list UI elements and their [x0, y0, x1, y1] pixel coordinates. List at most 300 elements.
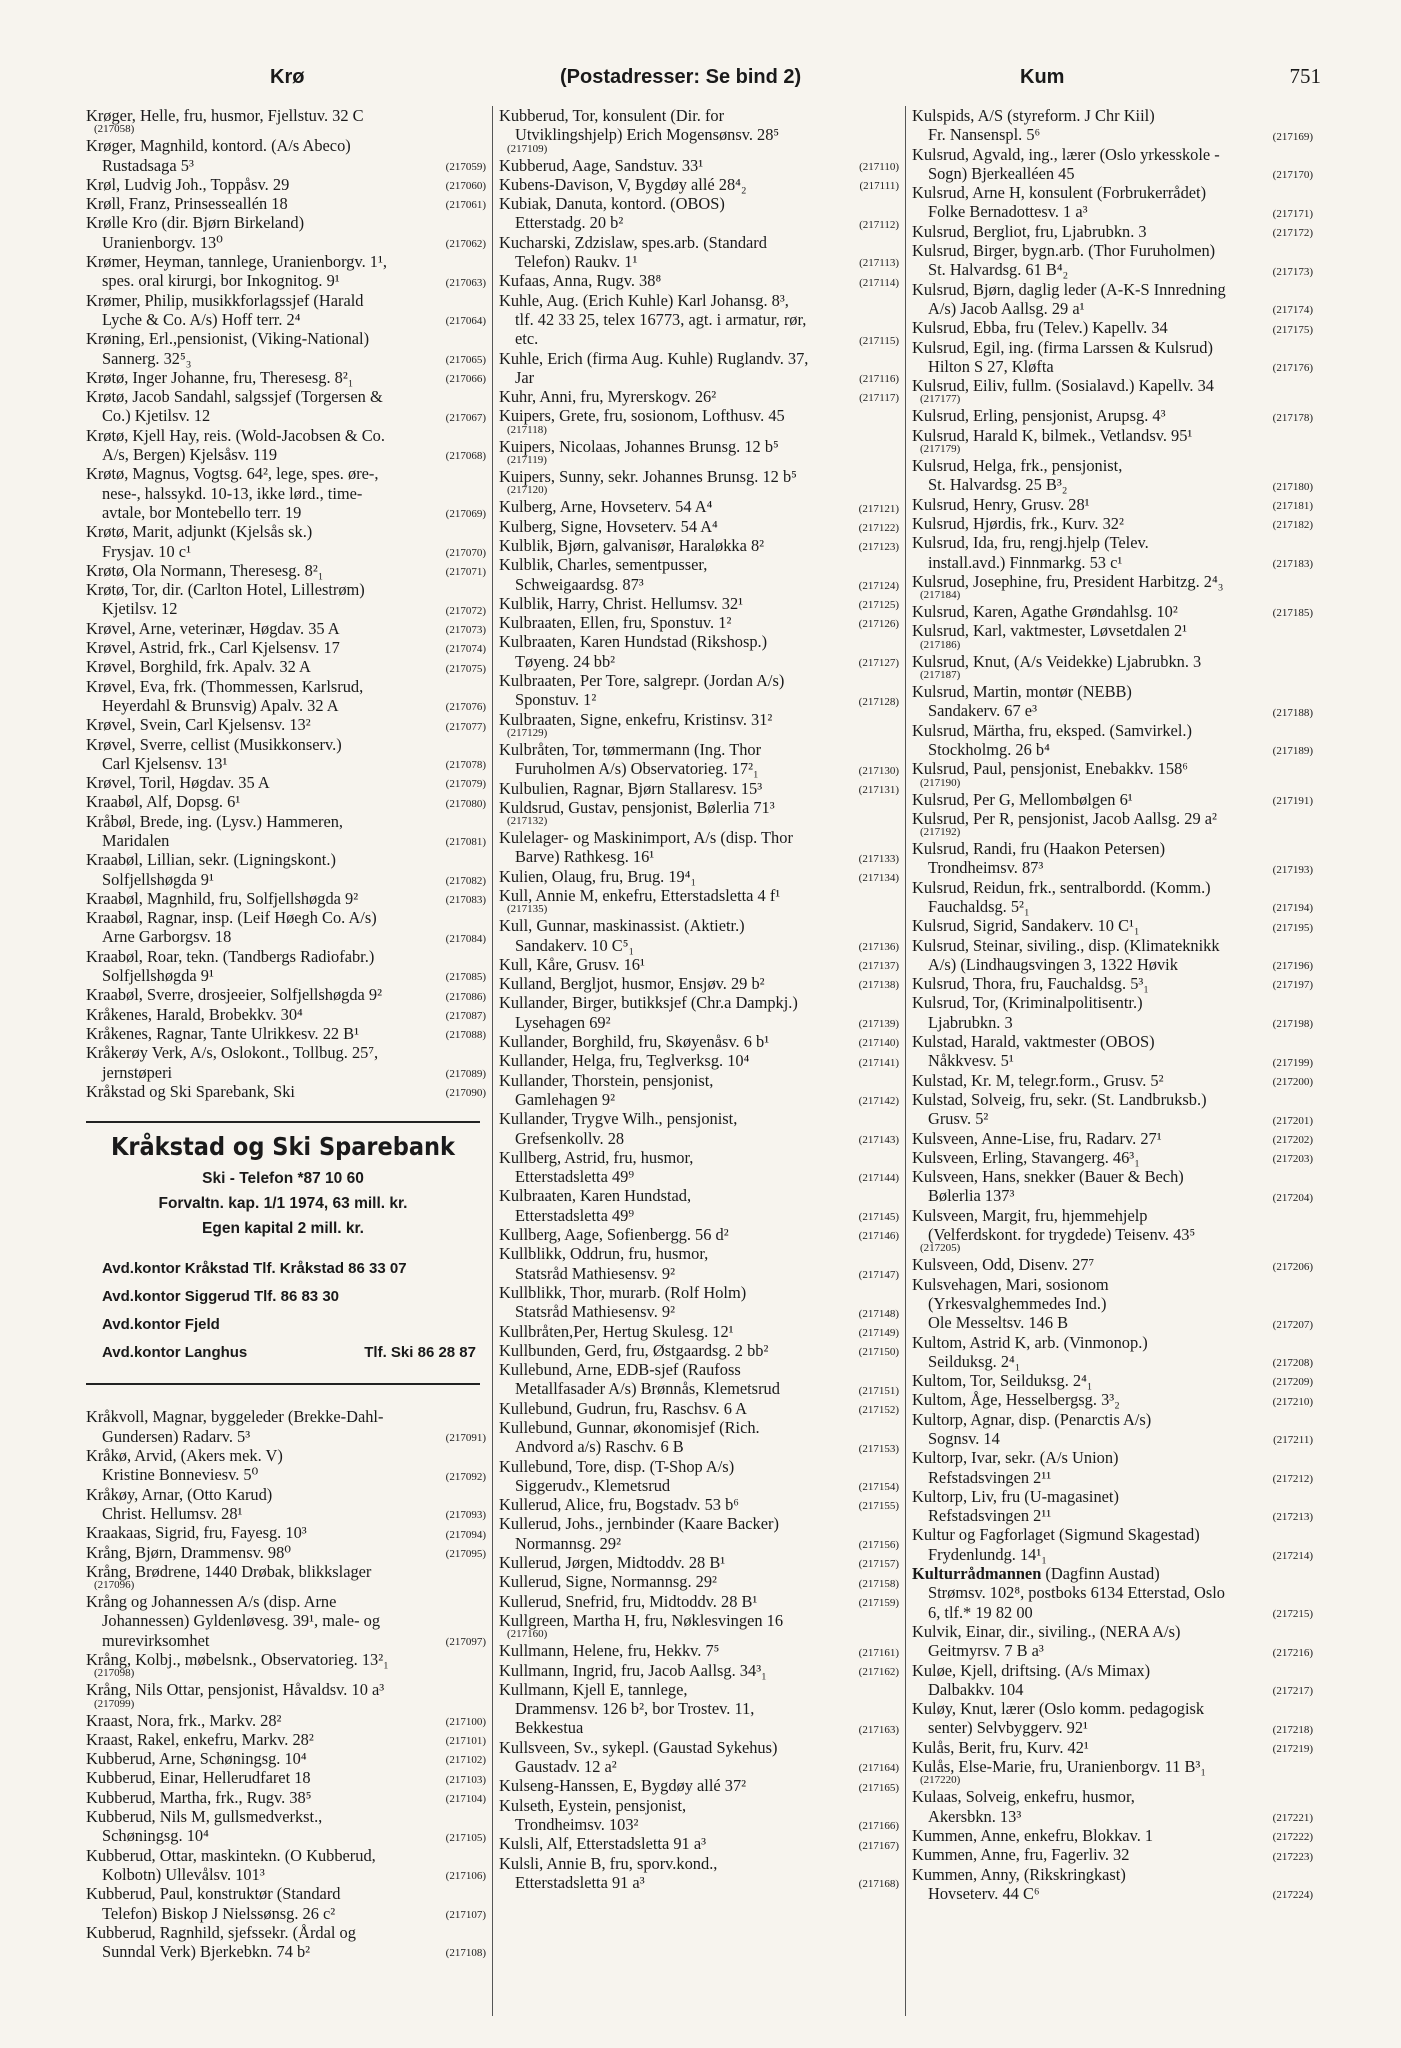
entry-code: (217104): [445, 1793, 486, 1806]
entry-code: (217203): [1272, 1153, 1313, 1166]
entry-code: (217095): [445, 1547, 486, 1560]
directory-entry: [499, 1186, 899, 1225]
entry-line: Kulsrud, Martin, montør (NEBB): [912, 682, 1132, 702]
entry-line: Krång, Nils Ottar, pensjonist, Håvaldsv. 10 a³: [86, 1680, 385, 1700]
ad-branch-row: [90, 1283, 476, 1311]
entry-line: Frysjav. 10 c¹: [102, 541, 191, 561]
entry-code: (217079): [445, 778, 486, 791]
entry-line: Kufaas, Anna, Rugv. 38⁸: [499, 271, 662, 291]
directory-entry: [86, 1650, 486, 1680]
entry-code: (217096): [94, 1579, 135, 1592]
entry-code: (217166): [858, 1820, 899, 1833]
directory-entry: [86, 1407, 486, 1446]
directory-entry: [499, 1148, 899, 1187]
entry-code: (217113): [859, 257, 899, 270]
page-number: 751: [1289, 64, 1321, 88]
header-note: (Postadresser: Se bind 2): [560, 66, 802, 88]
entry-code: (217168): [858, 1878, 899, 1891]
entry-line: Kulelager- og Maskinimport, A/s (disp. Thor: [499, 828, 793, 848]
directory-entry: [499, 1854, 899, 1893]
entry-line: Uranienborgv. 13⁰: [102, 232, 223, 252]
entry-line: Sannerg. 32⁵₃: [102, 348, 192, 368]
entry-line: Seilduksg. 2⁴₁: [928, 1351, 1021, 1371]
entry-line: A/s) (Lindhaugsvingen 3, 1322 Høvik: [928, 954, 1178, 974]
entry-line: Kulsrud, Tor, (Kriminalpolitisentr.): [912, 993, 1143, 1013]
entry-code: (217172): [1272, 227, 1313, 240]
directory-entry: [499, 1738, 899, 1777]
entry-line: Grusv. 5²: [928, 1109, 989, 1129]
entry-line: Kummen, Anne, fru, Fagerliv. 32: [912, 1845, 1130, 1865]
entry-line: Maridalen: [102, 830, 170, 850]
directory-entry: [912, 514, 1313, 533]
directory-entry: [912, 993, 1313, 1032]
entry-line: Sandakerv. 10 C⁵₁: [515, 935, 635, 955]
entry-line: Trondheimsv. 87³: [928, 858, 1044, 878]
entry-line: Tøyeng. 24 bb²: [515, 651, 616, 671]
directory-entry: [86, 1846, 486, 1885]
entry-code: (217198): [1272, 1018, 1313, 1031]
entry-line: Furuholmen A/s) Observatorieg. 17²₁: [515, 759, 759, 779]
entry-line: Siggerudv., Klemetsrud: [515, 1475, 671, 1495]
entry-line: Refstadsvingen 2¹¹: [928, 1467, 1052, 1487]
directory-entry: [86, 677, 486, 716]
entry-code: (217216): [1272, 1646, 1313, 1659]
entry-line: senter) Selvbyggerv. 92¹: [928, 1718, 1088, 1738]
entry-line: Kulsrud, Per R, pensjonist, Jacob Aallsg. 29 a²: [912, 808, 1217, 828]
directory-entry: [912, 682, 1313, 721]
directory-entry: [499, 1244, 899, 1283]
entry-line: Kuhr, Anni, fru, Myrerskogv. 26²: [499, 387, 717, 407]
entry-line: Gamlehagen 9²: [515, 1089, 616, 1109]
entry-code: (217141): [858, 1056, 899, 1069]
entry-line: Geitmyrsv. 7 B a³: [928, 1641, 1044, 1661]
directory-entry: [912, 1448, 1313, 1487]
directory-entry: [499, 1109, 899, 1148]
entry-line: Gundersen) Radarv. 5³: [102, 1426, 251, 1446]
directory-entry: [912, 1410, 1313, 1449]
entry-line: Stockholmg. 26 b⁴: [928, 739, 1050, 759]
entry-code: (217097): [445, 1636, 486, 1648]
entry-line: Kultorp, Ivar, sekr. (A/s Union): [912, 1448, 1119, 1468]
directory-entry: [86, 792, 486, 811]
entry-code: (217086): [445, 990, 486, 1003]
directory-entry: [912, 1487, 1313, 1526]
entry-code: (217067): [445, 411, 486, 424]
directory-entry: [86, 426, 486, 465]
entry-code: (217171): [1272, 207, 1313, 220]
directory-entry: [86, 715, 486, 734]
entry-line: Kullebund, Arne, EDB-sjef (Raufoss: [499, 1360, 741, 1380]
entry-line: Kubiak, Danuta, kontord. (OBOS): [499, 194, 725, 214]
entry-code: (217129): [507, 726, 548, 739]
entry-line: Kuipers, Nicolaas, Johannes Brunsg. 12 b⁵: [499, 436, 779, 456]
ad-line: Egen kapital 2 mill. kr.: [202, 1220, 364, 1238]
directory-entry: [499, 1495, 899, 1514]
entry-line: Statsråd Mathiesensv. 9²: [515, 1263, 675, 1283]
directory-entry: [86, 619, 486, 638]
entry-line: Kulsrud, Karl, vaktmester, Løvsetdalen 2¹: [912, 621, 1188, 641]
directory-entry: [912, 1865, 1313, 1904]
entry-line: Gaustadv. 12 a²: [515, 1757, 617, 1777]
entry-line: Kulsrud, Helga, frk., pensjonist,: [912, 456, 1123, 476]
entry-line: Krømer, Heyman, tannlege, Uranienborgv. 1¹,: [86, 252, 388, 272]
entry-code: (217062): [445, 238, 486, 251]
directory-entry: [499, 916, 899, 955]
entry-line: Kulsrud, Ebba, fru (Telev.) Kapellv. 34: [912, 318, 1168, 338]
directory-entry: [912, 338, 1313, 377]
directory-entry: [499, 387, 899, 406]
entry-line: Kuipers, Grete, fru, sosionom, Lofthusv. 45: [499, 406, 785, 426]
entry-line: Krång og Johannessen A/s (disp. Arne: [86, 1592, 337, 1612]
directory-entry: [912, 495, 1313, 514]
directory-entry: [912, 1525, 1313, 1564]
entry-code: (217164): [858, 1762, 899, 1775]
entry-line: Sunndal Verk) Bjerkebkn. 74 b²: [102, 1942, 311, 1962]
entry-code: (217205): [920, 1242, 961, 1255]
entry-line: Kulseth, Eystein, pensjonist,: [499, 1795, 687, 1815]
entry-line: Kullerud, Alice, fru, Bogstadv. 53 b⁶: [499, 1495, 739, 1515]
entry-code: (217175): [1272, 323, 1313, 336]
entry-line: Kulturrådmannen (Dagfinn Austad): [912, 1564, 1160, 1584]
entry-line: Kullander, Trygve Wilh., pensjonist,: [499, 1109, 738, 1129]
entry-line: Kulstad, Harald, vaktmester (OBOS): [912, 1032, 1155, 1052]
entry-line: Kulsrud, Bergliot, fru, Ljabrubkn. 3: [912, 221, 1147, 241]
entry-code: (217132): [507, 815, 548, 828]
directory-entry: [912, 183, 1313, 222]
directory-entry: [499, 156, 899, 175]
directory-entry: [86, 735, 486, 774]
entry-line: Fauchaldsg. 5²₁: [928, 896, 1030, 916]
directory-entry: [912, 1333, 1313, 1372]
directory-entry: [912, 1090, 1313, 1129]
entry-code: (217196): [1272, 960, 1313, 973]
entry-code: (217224): [1272, 1889, 1313, 1902]
entry-code: (217070): [445, 546, 486, 559]
entry-line: Kråkø, Arvid, (Akers mek. V): [86, 1446, 283, 1466]
directory-entry: [86, 522, 486, 561]
entry-line: Kraakaas, Sigrid, fru, Fayesg. 10³: [86, 1523, 307, 1543]
directory-entry: [499, 291, 899, 349]
entry-code: (217217): [1272, 1685, 1313, 1698]
entry-code: (217100): [445, 1715, 486, 1728]
directory-entry: [499, 406, 899, 436]
entry-code: (217169): [1272, 130, 1313, 143]
entry-line: Telefon) Biskop J Nielssønsg. 26 c²: [102, 1903, 336, 1923]
directory-entry: [499, 632, 899, 671]
entry-code: (217151): [858, 1384, 899, 1397]
directory-entry: [499, 1418, 899, 1457]
entry-code: (217214): [1272, 1550, 1313, 1563]
entry-line: Kubberud, Nils M, gullsmedverkst.,: [86, 1807, 323, 1827]
directory-entry: [86, 1680, 486, 1710]
entry-line: Normannsg. 29²: [515, 1533, 621, 1553]
entry-line: Kuldsrud, Gustav, pensjonist, Bølerlia 71³: [499, 797, 775, 817]
entry-line: Andvord a/s) Raschv. 6 B: [515, 1437, 684, 1457]
entry-line: Kulbulien, Ragnar, Bjørn Stallaresv. 15³: [499, 778, 763, 798]
entry-code: (217117): [859, 392, 899, 405]
directory-entry: [86, 464, 486, 522]
directory-entry: [912, 106, 1313, 145]
entry-line: Kubberud, Tor, konsulent (Dir. for: [499, 106, 725, 125]
entry-code: (217081): [445, 836, 486, 849]
ad-branch-phone: Tlf. Ski 86 28 87: [364, 1344, 476, 1362]
directory-entry: [499, 1796, 899, 1835]
entry-line: Rustadsaga 5³: [102, 155, 194, 175]
entry-code: (217192): [920, 826, 961, 839]
directory-entry: [912, 1032, 1313, 1071]
entry-line: Kråkenes, Harald, Brobekkv. 30⁴: [86, 1004, 303, 1024]
ad-branch-row: [90, 1255, 476, 1283]
entry-line: Kulsrud, Arne H, konsulent (Forbrukerrådet): [912, 183, 1207, 203]
entry-line: Krång, Bjørn, Drammensv. 98⁰: [86, 1542, 291, 1562]
entry-line: Kullmann, Ingrid, fru, Jacob Aallsg. 34³₁: [499, 1660, 767, 1680]
entry-line: Bekkestua: [515, 1718, 584, 1738]
ad-branch-row: [90, 1339, 476, 1367]
entry-line: Krøtø, Tor, dir. (Carlton Hotel, Lillestrøm): [86, 580, 365, 600]
ad-spacer: [90, 1241, 476, 1255]
entry-line: Nåkkvesv. 5¹: [928, 1051, 1014, 1071]
entry-code: (217115): [859, 334, 899, 347]
entry-line: Krøvel, Svein, Carl Kjelsensv. 13²: [86, 715, 311, 735]
entry-line: Krøtø, Jacob Sandahl, salgssjef (Torgersen &: [86, 387, 383, 407]
directory-entry: [912, 621, 1313, 651]
entry-line: Kulsveen, Erling, Stavangerg. 46³₁: [912, 1147, 1140, 1167]
entry-code: (217167): [858, 1839, 899, 1852]
entry-code: (217127): [858, 657, 899, 670]
directory-entry: [499, 867, 899, 886]
entry-line: Kulsrud, Bjørn, daglig leder (A-K-S Innredning: [912, 279, 1226, 299]
directory-entry: [499, 349, 899, 388]
column-2: [493, 106, 906, 2016]
entry-line: Kulbraaten, Karen Hundstad,: [499, 1186, 692, 1206]
entry-line: Kulsli, Annie B, fru, sporv.kond.,: [499, 1853, 718, 1873]
entry-line: Kultur og Fagforlaget (Sigmund Skagestad): [912, 1525, 1200, 1545]
entry-line: Kraast, Nora, frk., Markv. 28²: [86, 1710, 282, 1730]
header-range-end: Kum: [1020, 66, 1065, 88]
entry-code: (217147): [858, 1268, 899, 1281]
entry-line: Krølle Kro (dir. Bjørn Birkeland): [86, 213, 305, 233]
entry-line: Kolbotn) Ullevålsv. 101³: [102, 1864, 265, 1884]
entry-code: (217191): [1272, 794, 1313, 807]
entry-line: Kultom, Tor, Seilduksg. 2⁴₁: [912, 1371, 1093, 1391]
entry-line: Schøningsg. 10⁴: [102, 1826, 209, 1846]
entry-code: (217133): [858, 852, 899, 865]
entry-code: (217213): [1272, 1511, 1313, 1524]
entry-line: Kraabøl, Roar, tekn. (Tandbergs Radiofabr.): [86, 946, 375, 966]
entry-code: (217098): [94, 1667, 135, 1680]
entry-line: Kulberg, Arne, Hovseterv. 54 A⁴: [499, 497, 713, 517]
entry-line: Bølerlia 137³: [928, 1186, 1015, 1206]
directory-entry: [86, 1562, 486, 1592]
entry-code: (217178): [1272, 411, 1313, 424]
directory-entry: [86, 1788, 486, 1807]
entry-code: (217110): [859, 160, 899, 173]
entry-code: (217143): [858, 1133, 899, 1146]
entry-line: Kraabøl, Sverre, drosjeeier, Solfjellshøgda 9²: [86, 985, 383, 1005]
entry-line: Kubberud, Paul, konstruktør (Standard: [86, 1884, 341, 1904]
entry-line: Kråkerøy Verk, A/s, Oslokont., Tollbug. 25⁷,: [86, 1043, 379, 1063]
entry-line: Kulblik, Bjørn, galvanisør, Haraløkka 8²: [499, 535, 765, 555]
directory-entry: [86, 1807, 486, 1846]
entry-line: Folke Bernadottesv. 1 a³: [928, 202, 1088, 222]
entry-line: Kultom, Astrid K, arb. (Vinmonop.): [912, 1332, 1148, 1352]
directory-entry: [499, 828, 899, 867]
directory-entry: [912, 1167, 1313, 1206]
entry-line: Kulsrud, Eiliv, fullm. (Sosialavd.) Kapellv. 34: [912, 376, 1214, 396]
directory-entry: [912, 1255, 1313, 1274]
entry-line: spes. oral kirurgi, bor Inkognitog. 9¹: [102, 271, 340, 291]
directory-entry: [912, 533, 1313, 572]
entry-line: Krøvel, Toril, Høgdav. 35 A: [86, 773, 270, 793]
entry-code: (217093): [445, 1509, 486, 1522]
directory-entry: [86, 985, 486, 1004]
entry-line: Kubberud, Martha, frk., Rugv. 38⁵: [86, 1787, 312, 1807]
directory-entry: [86, 1730, 486, 1749]
directory-entry: [499, 886, 899, 916]
entry-line: Kulsrud, Knut, (A/s Veidekke) Ljabrubkn. 3: [912, 651, 1202, 671]
entry-code: (217111): [859, 180, 899, 193]
directory-entry: [86, 175, 486, 194]
entry-line: Kulsveen, Anne-Lise, fru, Radarv. 27¹: [912, 1128, 1162, 1148]
entry-code: (217157): [858, 1558, 899, 1571]
directory-entry: [86, 947, 486, 986]
directory-entry: [86, 136, 486, 175]
entry-line: Kulbraaten, Per Tore, salgrepr. (Jordan A/s): [499, 671, 785, 691]
entry-line: Kulsvehagen, Mari, sosionom: [912, 1274, 1109, 1294]
directory-entry: [499, 233, 899, 272]
directory-entry: [86, 106, 486, 136]
entry-code: (217083): [445, 894, 486, 907]
entry-line: Kulsrud, Erling, pensjonist, Arupsg. 4³: [912, 406, 1166, 426]
entry-code: (217137): [858, 960, 899, 973]
directory-entry: [86, 1923, 486, 1962]
entry-code: (217134): [858, 871, 899, 884]
directory-entry: [912, 572, 1313, 602]
entry-line: Frydenlundg. 14¹₁: [928, 1544, 1047, 1564]
entry-line: St. Halvardsg. 61 B⁴₂: [928, 260, 1069, 280]
directory-entry: [499, 740, 899, 779]
entry-code: (217204): [1272, 1191, 1313, 1204]
entry-code: (217144): [858, 1172, 899, 1185]
entry-line: Krøll, Franz, Prinsesseallén 18: [86, 194, 288, 214]
directory-entry: [912, 790, 1313, 809]
directory-entry: [499, 671, 899, 710]
directory-entry: [912, 936, 1313, 975]
entry-code: (217094): [445, 1528, 486, 1541]
entry-line: Kullerud, Snefrid, fru, Midtoddv. 28 B¹: [499, 1591, 758, 1611]
directory-entry: [499, 467, 899, 497]
entry-line: avtale, bor Montebello terr. 19: [102, 502, 302, 522]
entry-line: St. Halvardsg. 25 B³₂: [928, 475, 1068, 495]
entry-code: (217077): [445, 720, 486, 733]
entry-code: (217131): [858, 783, 899, 796]
entry-line: Strømsv. 102⁸, postboks 6134 Etterstad, Oslo: [928, 1583, 1225, 1603]
entry-code: (217195): [1272, 921, 1313, 934]
entry-line: Kulsli, Alf, Etterstadsletta 91 a³: [499, 1834, 707, 1854]
entry-line: Fr. Nansenspl. 5⁶: [928, 125, 1041, 145]
entry-code: (217114): [859, 276, 899, 289]
entry-line: Kråkøy, Arnar, (Otto Karud): [86, 1484, 273, 1504]
entry-code: (217124): [858, 579, 899, 592]
entry-line: Krøtø, Ola Normann, Theresesg. 8²₁: [86, 560, 324, 580]
entry-line: Krøl, Ludvig Joh., Toppåsv. 29: [86, 174, 290, 194]
entry-line: Kulsrud, Sigrid, Sandakerv. 10 C¹₁: [912, 916, 1140, 936]
entry-line: Kulsrud, Märtha, fru, eksped. (Samvirkel.): [912, 720, 1192, 740]
directory-entry: [499, 1071, 899, 1110]
entry-line: Kubberud, Ottar, maskintekn. (O Kubberud,: [86, 1845, 376, 1865]
entry-line: Solfjellshøgda 9¹: [102, 869, 214, 889]
entry-code: (217091): [445, 1432, 486, 1445]
entry-line: Krøger, Magnhild, kontord. (A/s Abeco): [86, 136, 351, 156]
directory-entry: [912, 652, 1313, 682]
entry-line: Kraabøl, Ragnar, insp. (Leif Høegh Co. A/s): [86, 908, 377, 928]
ad-branch-label: Avd.kontor Kråkstad Tlf. Kråkstad 86 33 07: [102, 1260, 407, 1278]
entry-code: (217123): [858, 541, 899, 554]
entry-code: (217188): [1272, 706, 1313, 719]
directory-entry: [86, 194, 486, 213]
entry-code: (217108): [445, 1947, 486, 1960]
entry-line: install.avd.) Finnmarkg. 53 c¹: [928, 552, 1123, 572]
entry-code: (217176): [1272, 362, 1313, 375]
entry-code: (217180): [1272, 480, 1313, 493]
directory-entry: [912, 1845, 1313, 1864]
entry-line: Kuhle, Aug. (Erich Kuhle) Karl Johansg. 8³,: [499, 290, 789, 310]
directory-entry: [86, 1592, 486, 1650]
entry-code: (217103): [445, 1773, 486, 1786]
entry-line: Kull, Annie M, enkefru, Etterstadsletta 4 f¹: [499, 885, 781, 905]
entry-line: Kummen, Anny, (Rikskringkast): [912, 1864, 1126, 1884]
directory-entry: [86, 908, 486, 947]
entry-code: (217142): [858, 1095, 899, 1108]
entry-code: (217159): [858, 1596, 899, 1609]
entry-line: Kulbraaten, Karen Hundstad (Rikshosp.): [499, 632, 768, 652]
entry-line: Heyerdahl & Brunsvig) Apalv. 32 A: [102, 695, 339, 715]
directory-entry: [86, 329, 486, 368]
entry-line: Kraabøl, Magnhild, fru, Solfjellshøgda 9²: [86, 888, 359, 908]
entry-line: Kullander, Birger, butikksjef (Chr.a Dampkj.): [499, 993, 798, 1013]
ad-branch-label: Avd.kontor Langhus: [102, 1344, 248, 1362]
directory-entry: [499, 974, 899, 993]
page-header: [80, 62, 1321, 102]
directory-entry: [499, 1834, 899, 1853]
directory-entry: [499, 1592, 899, 1611]
entry-code: (217158): [858, 1577, 899, 1590]
directory-entry: [912, 241, 1313, 280]
entry-line: Kulsrud, Birger, bygn.arb. (Thor Furuholmen): [912, 241, 1216, 261]
directory-entry: [499, 437, 899, 467]
directory-entry: [86, 368, 486, 387]
directory-entry: [912, 1699, 1313, 1738]
entry-code: (217170): [1272, 169, 1313, 182]
entry-line: Kullsveen, Sv., sykepl. (Gaustad Sykehus): [499, 1737, 778, 1757]
entry-line: nese-, halssykd. 10-13, ikke lørd., time-: [102, 483, 363, 503]
directory-entry: [86, 387, 486, 426]
entry-line: Kultorp, Liv, fru (U-magasinet): [912, 1486, 1119, 1506]
entry-code: (217150): [858, 1346, 899, 1359]
entry-code: (217197): [1272, 979, 1313, 992]
entry-line: Kulsrud, Karen, Agathe Grøndahlsg. 10²: [912, 602, 1178, 622]
entry-code: (217221): [1272, 1811, 1313, 1824]
directory-entry: [912, 456, 1313, 495]
entry-code: (217060): [445, 180, 486, 193]
entry-code: (217222): [1272, 1831, 1313, 1844]
directory-entry: [499, 1661, 899, 1680]
entry-code: (217075): [445, 662, 486, 675]
columns: [80, 106, 1320, 2016]
directory-entry: [86, 1543, 486, 1562]
directory-entry: [912, 1390, 1313, 1409]
entry-line: Ole Messeltsv. 146 B: [928, 1313, 1069, 1333]
